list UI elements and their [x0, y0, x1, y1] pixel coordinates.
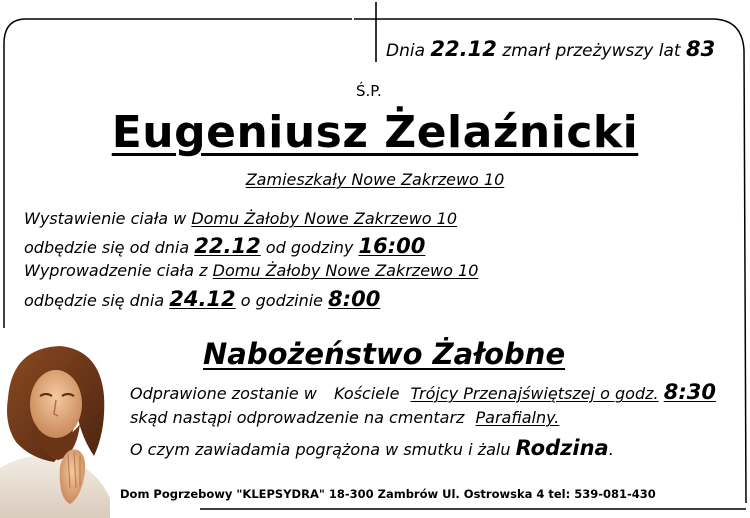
age: 83	[685, 37, 716, 61]
deceased-name: Eugeniusz Żelaźnicki	[111, 107, 639, 158]
church-word: Kościele	[333, 384, 400, 403]
procession-date: 24.12	[169, 287, 236, 311]
viewing-time: 16:00	[358, 234, 426, 258]
procession-line-1: Wyprowadzenie ciała z Domu Żałoby Nowe Zakrzewo 10	[24, 261, 479, 280]
service-heading: Nabożeństwo Żałobne	[203, 337, 566, 371]
procession-place: Domu Żałoby Nowe Zakrzewo 10	[212, 261, 479, 280]
service-time: 8:30	[663, 380, 716, 404]
death-prefix: Dnia	[386, 41, 426, 61]
service-line-2: skąd nastąpi odprowadzenie na cmentarz Parafialny.	[130, 408, 560, 427]
praying-jesus-portrait	[0, 338, 130, 518]
viewing-place: Domu Żałoby Nowe Zakrzewo 10	[191, 209, 458, 228]
title-prefix: Ś.P.	[356, 82, 382, 100]
death-info	[386, 37, 715, 61]
residence: Zamieszkały Nowe Zakrzewo 10	[245, 170, 505, 189]
viewing-line-2: odbędzie się od dnia 22.12 od godziny 16:00	[24, 234, 426, 258]
funeral-home-footer: Dom Pogrzebowy "KLEPSYDRA" 18-300 Zambrów Ul. Ostrowska 4 tel: 539-081-430	[120, 487, 656, 501]
cemetery: Parafialny.	[475, 408, 560, 427]
procession-time: 8:00	[328, 287, 381, 311]
family: Rodzina	[515, 436, 609, 460]
death-text: zmarł przeżywszy lat	[502, 41, 681, 61]
viewing-date: 22.12	[194, 234, 261, 258]
death-date: 22.12	[430, 37, 497, 61]
church-name: Trójcy Przenajświętszej o godz.	[410, 384, 659, 403]
procession-line-2: odbędzie się dnia 24.12 o godzinie 8:00	[24, 287, 381, 311]
service-line-1: Odprawione zostanie w Kościele Trójcy Przenajświętszej o godz. 8:30	[130, 380, 716, 404]
viewing-line-1: Wystawienie ciała w Domu Żałoby Nowe Zakrzewo 10	[24, 209, 458, 228]
service-line-3: O czym zawiadamia pogrążona w smutku i żalu Rodzina.	[130, 436, 614, 460]
